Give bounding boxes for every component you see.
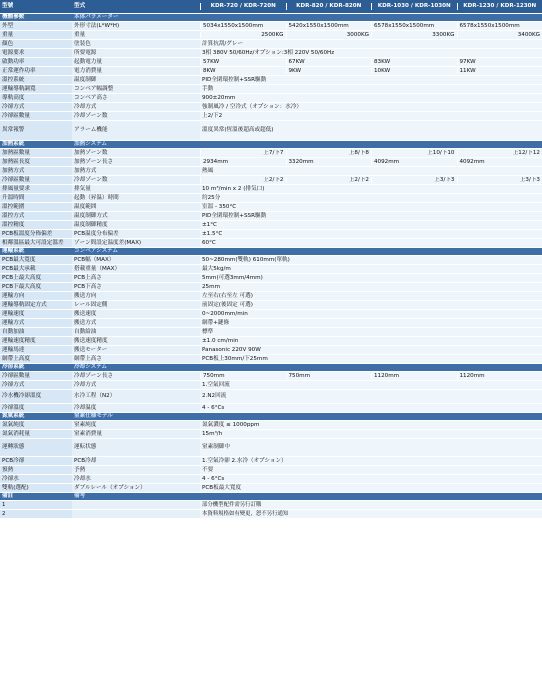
- spec-value: 50~280mm(雙軌) 610mm(單軌): [200, 256, 542, 264]
- spec-value: 3相 380V 50/60Hz/オプション:3相 220V 50/60Hz: [200, 49, 542, 57]
- spec-sublabel: 冷却ゾーン数: [72, 112, 200, 120]
- spec-value: 1120mm: [457, 373, 542, 379]
- spec-row: [0, 466, 542, 475]
- spec-row: [0, 212, 542, 221]
- spec-value: PID全閉環控制+SSR驅動: [200, 76, 542, 84]
- spec-sublabel: レール固定側: [72, 301, 200, 309]
- spec-value: 900±20mm: [200, 94, 542, 102]
- spec-value: 3300KG: [371, 32, 457, 38]
- section-subtitle: 備考: [74, 493, 86, 500]
- spec-sublabel: アラーム機能: [72, 121, 200, 140]
- spec-label: 冷水機冷卻溫度: [0, 390, 72, 403]
- spec-row: [0, 484, 542, 493]
- spec-value: 5420x1550x1500mm: [286, 23, 372, 29]
- spec-sublabel: PCB幅（MAX）: [72, 256, 200, 264]
- spec-sublabel: 窒素消費量: [72, 430, 200, 438]
- spec-row: [0, 421, 542, 430]
- spec-value: 6578x1550x1500mm: [457, 23, 542, 29]
- spec-value: 部分機型配件需另行訂購: [200, 501, 542, 509]
- spec-sublabel: 運転状態: [72, 439, 200, 456]
- spec-value: ±1.0 cm/min: [200, 337, 542, 345]
- section-subtitle: 窒素仕様モデル: [74, 413, 113, 420]
- spec-value: 83KW: [371, 59, 457, 65]
- spec-value: PCB板上30mm/下25mm: [200, 355, 542, 363]
- spec-value: 750mm: [286, 373, 372, 379]
- spec-value: ±1°C: [200, 221, 542, 229]
- spec-label: 冷卻區數量: [0, 112, 72, 120]
- spec-sublabel: 搭載重量（MAX）: [72, 265, 200, 273]
- spec-value: 上2/下2: [286, 177, 372, 183]
- spec-row: [0, 346, 542, 355]
- spec-sublabel: 搬送方式: [72, 319, 200, 327]
- spec-row: [0, 439, 542, 457]
- spec-sublabel: PCB冷却: [72, 457, 200, 465]
- spec-sublabel: 起動（昇温）時間: [72, 194, 200, 202]
- section-filler: [200, 141, 542, 148]
- section-title: 運輸系統: [2, 248, 25, 255]
- section-subtitle: 加熱システム: [74, 141, 108, 148]
- spec-value: 氮氣濃度 ≤ 1000ppm: [200, 421, 542, 429]
- spec-sublabel: 加熱方式: [72, 167, 200, 175]
- spec-row: [0, 103, 542, 112]
- spec-value: 4092mm: [457, 159, 542, 165]
- spec-sublabel: 起動電力量: [72, 58, 200, 66]
- spec-row: [0, 390, 542, 404]
- spec-value: PID全閉環控制+SSR驅動: [200, 212, 542, 220]
- spec-row: [0, 457, 542, 466]
- section-filler: [200, 364, 542, 371]
- spec-values: [200, 176, 542, 184]
- spec-row: [0, 230, 542, 239]
- spec-label: 氮氣純度: [0, 421, 72, 429]
- spec-sublabel: 外形寸法(L*W*H): [72, 22, 200, 30]
- spec-label: 冷卻方式: [0, 103, 72, 111]
- spec-sublabel: 冷却水: [72, 475, 200, 483]
- spec-label: 冷卻溫度: [0, 404, 72, 412]
- spec-sublabel: 窒素純度: [72, 421, 200, 429]
- spec-row: [0, 49, 542, 58]
- spec-values: [200, 58, 542, 66]
- spec-row: [0, 185, 542, 194]
- spec-row: [0, 328, 542, 337]
- model-header-sublabel: 型式: [74, 3, 86, 10]
- spec-value: 67KW: [286, 59, 372, 65]
- spec-row: [0, 274, 542, 283]
- spec-value: 上3/下3: [457, 177, 542, 183]
- spec-label: 相鄰溫區最大可設定溫差: [0, 239, 72, 247]
- spec-value: 前固定(後固定 可選): [200, 301, 542, 309]
- spec-sublabel: 冷却温度: [72, 404, 200, 412]
- spec-value: 97KW: [457, 59, 542, 65]
- spec-value: 上3/下3: [371, 177, 457, 183]
- spec-row: [0, 158, 542, 167]
- spec-sublabel: 加熱ゾーン長さ: [72, 158, 200, 166]
- spec-sublabel: 加熱ゾーン数: [72, 149, 200, 157]
- spec-label: 外型: [0, 22, 72, 30]
- spec-value: 上12/下12: [457, 150, 542, 156]
- spec-value: 3320mm: [286, 159, 372, 165]
- spec-value: 2500KG: [200, 32, 286, 38]
- spec-row: [0, 94, 542, 103]
- spec-label: 排風量要求: [0, 185, 72, 193]
- spec-label: 冷卻區數量: [0, 372, 72, 380]
- spec-value: 10KW: [371, 68, 457, 74]
- spec-rows: [0, 14, 542, 519]
- spec-row: [0, 256, 542, 265]
- spec-row: [0, 319, 542, 328]
- spec-row: [0, 194, 542, 203]
- spec-row: [0, 292, 542, 301]
- spec-label: 運輸速度: [0, 310, 72, 318]
- spec-value: 網帶+鏈條: [200, 319, 542, 327]
- spec-row: [0, 337, 542, 346]
- spec-sublabel: 網帶上高さ: [72, 355, 200, 363]
- spec-label: 溫控系統: [0, 76, 72, 84]
- spec-label: 預熱: [0, 466, 72, 474]
- spec-row: [0, 510, 542, 519]
- section-subtitle: コンベアシステム: [74, 248, 118, 255]
- spec-value: 750mm: [200, 373, 286, 379]
- spec-sublabel: PCB下高さ: [72, 283, 200, 291]
- spec-value: 上2/下2: [200, 177, 286, 183]
- spec-label: PCB上最大高度: [0, 274, 72, 282]
- spec-value: 不要: [200, 466, 542, 474]
- spec-sublabel: 温度制御方式: [72, 212, 200, 220]
- spec-sublabel: 温度制御精度: [72, 221, 200, 229]
- spec-row: [0, 265, 542, 274]
- spec-sublabel: 水冷工程（N2）: [72, 390, 200, 403]
- spec-value: 強制風冷 / 空冷式（オプション：水冷）: [200, 103, 542, 111]
- spec-row: [0, 301, 542, 310]
- spec-value: ±1.5°C: [200, 230, 542, 238]
- spec-value: 4 - 6°Cs: [200, 404, 542, 412]
- spec-value: 2.N2回流: [200, 390, 542, 403]
- spec-sublabel: 自動給油: [72, 328, 200, 336]
- spec-row: [0, 310, 542, 319]
- section-band: [0, 14, 542, 22]
- spec-values: [200, 31, 542, 39]
- spec-row: [0, 203, 542, 212]
- spec-label: 1: [0, 501, 72, 509]
- spec-row: [0, 22, 542, 31]
- section-band: [0, 248, 542, 256]
- spec-label: 溫控精度: [0, 221, 72, 229]
- spec-sublabel: [72, 501, 200, 509]
- spec-label: 2: [0, 510, 72, 518]
- spec-value: PCB板最大寬度: [200, 484, 542, 492]
- spec-value: 11KW: [457, 68, 542, 74]
- spec-value: 5034x1550x1500mm: [200, 23, 286, 29]
- spec-sublabel: 所要電源: [72, 49, 200, 57]
- spec-value: 上8/下8: [286, 150, 372, 156]
- spec-label: 升溫時間: [0, 194, 72, 202]
- section-title: 冷卻系統: [2, 364, 25, 371]
- spec-row: [0, 355, 542, 364]
- spec-sublabel: 塗装色: [72, 40, 200, 48]
- spec-label: 冷卻方式: [0, 381, 72, 389]
- spec-value: 約25分: [200, 194, 542, 202]
- spec-row: [0, 283, 542, 292]
- spec-label: 運輸方向: [0, 292, 72, 300]
- spec-value: Panasonic 220V 90W: [200, 346, 542, 354]
- spec-value: 標準: [200, 328, 542, 336]
- section-subtitle: 本体パラメーター: [74, 14, 119, 21]
- spec-value: 上7/下7: [200, 150, 286, 156]
- spec-sublabel: ダブルレール（オプション）: [72, 484, 200, 492]
- spec-sublabel: 予熱: [72, 466, 200, 474]
- spec-row: [0, 381, 542, 390]
- spec-label: PCB下最大高度: [0, 283, 72, 291]
- spec-label: 加熱方式: [0, 167, 72, 175]
- section-subtitle: 冷却システム: [74, 364, 108, 371]
- spec-row: [0, 58, 542, 67]
- spec-value: 9KW: [286, 68, 372, 74]
- section-band: [0, 141, 542, 149]
- section-band: [0, 413, 542, 421]
- spec-values: [200, 22, 542, 30]
- spec-sublabel: 排気量: [72, 185, 200, 193]
- model-names: [200, 0, 542, 13]
- spec-sublabel: 温度制御: [72, 76, 200, 84]
- spec-sublabel: PCB上高さ: [72, 274, 200, 282]
- spec-row: [0, 221, 542, 230]
- spec-value: 10 m³/min x 2 (排気口): [200, 185, 542, 193]
- spec-label: 重量: [0, 31, 72, 39]
- spec-values: [200, 149, 542, 157]
- spec-value: 6578x1550x1500mm: [371, 23, 457, 29]
- spec-sublabel: 電力消費量: [72, 67, 200, 75]
- section-band: [0, 364, 542, 372]
- section-title: 機體參數: [2, 14, 25, 21]
- section-title: 加熱系統: [2, 141, 25, 148]
- spec-label: 冷卻區數量: [0, 176, 72, 184]
- spec-row: [0, 112, 542, 121]
- spec-label: 電源要求: [0, 49, 72, 57]
- spec-label: PCB冷卻: [0, 457, 72, 465]
- spec-label: 異常報警: [0, 121, 72, 140]
- model-header-label: 型號: [2, 3, 14, 10]
- spec-value: 溫度異常(恆溫後超高或超低): [200, 121, 542, 140]
- spec-sublabel: 搬送方向: [72, 292, 200, 300]
- spec-label: 網帶上高度: [0, 355, 72, 363]
- spec-row: [0, 167, 542, 176]
- spec-label: PCB板溫度分佈偏差: [0, 230, 72, 238]
- model-name: KDR-1230 / KDR-1230N: [457, 3, 542, 9]
- spec-sublabel: 冷却方式: [72, 103, 200, 111]
- spec-sublabel: 搬送モーター: [72, 346, 200, 354]
- spec-value: 上10/下10: [371, 150, 457, 156]
- spec-value: 3400KG: [457, 32, 542, 38]
- spec-sublabel: 冷却方式: [72, 381, 200, 389]
- spec-value: 8KW: [200, 68, 286, 74]
- spec-sublabel: 搬送速度: [72, 310, 200, 318]
- spec-value: 2934mm: [200, 159, 286, 165]
- spec-value: 0~2000mm/min: [200, 310, 542, 318]
- spec-value: 窒素制御中: [200, 439, 542, 456]
- spec-label: 運輸方式: [0, 319, 72, 327]
- spec-values: [200, 158, 542, 166]
- spec-sublabel: 冷却ゾーン長さ: [72, 372, 200, 380]
- spec-sublabel: 搬送速度精度: [72, 337, 200, 345]
- spec-row: [0, 149, 542, 158]
- spec-label: 運輸速度精度: [0, 337, 72, 345]
- spec-row: [0, 85, 542, 94]
- spec-values: [200, 67, 542, 75]
- spec-label: 啟動功率: [0, 58, 72, 66]
- spec-label: 導軌高度: [0, 94, 72, 102]
- model-name: KDR-720 / KDR-720N: [200, 3, 286, 9]
- section-title: 氮氣系統: [2, 413, 25, 420]
- spec-row: [0, 67, 542, 76]
- spec-label: 溫控方式: [0, 212, 72, 220]
- spec-label: 冷卻水: [0, 475, 72, 483]
- spec-row: [0, 40, 542, 49]
- section-title: 備註: [2, 493, 14, 500]
- spec-value: 4092mm: [371, 159, 457, 165]
- model-name: KDR-1030 / KDR-1030N: [371, 3, 457, 9]
- spec-value: 熱風: [200, 167, 542, 175]
- spec-row: [0, 372, 542, 381]
- spec-sublabel: 温度範囲: [72, 203, 200, 211]
- spec-row: [0, 430, 542, 439]
- spec-row: [0, 121, 542, 141]
- spec-value: 1.空氣冷卻 2.水冷（オプション）: [200, 457, 542, 465]
- spec-sublabel: [72, 510, 200, 518]
- spec-label: 加熱區數量: [0, 149, 72, 157]
- spec-sublabel: PCB温度分布偏差: [72, 230, 200, 238]
- spec-value: 最大5kg/m: [200, 265, 542, 273]
- spec-value: 60°C: [200, 239, 542, 247]
- spec-label: 運輸馬達: [0, 346, 72, 354]
- spec-label: 正常運作功率: [0, 67, 72, 75]
- spec-row: [0, 239, 542, 248]
- spec-label: 運輸導軌調寬: [0, 85, 72, 93]
- model-name: KDR-820 / KDR-820N: [286, 3, 372, 9]
- spec-value: 計算抗刮/グレー: [200, 40, 542, 48]
- section-band: [0, 493, 542, 501]
- section-filler: [200, 14, 542, 21]
- spec-label: PCB最大寬度: [0, 256, 72, 264]
- spec-label: 雙軌(選配): [0, 484, 72, 492]
- spec-value: 1.空氣回流: [200, 381, 542, 389]
- spec-values: [200, 372, 542, 380]
- spec-value: 4 - 6°Cs: [200, 475, 542, 483]
- spec-label: 顏色: [0, 40, 72, 48]
- section-filler: [200, 493, 542, 500]
- spec-row: [0, 475, 542, 484]
- model-header-row: [0, 0, 542, 14]
- section-filler: [200, 413, 542, 420]
- spec-value: 3000KG: [286, 32, 372, 38]
- spec-value: 室溫 - 350°C: [200, 203, 542, 211]
- spec-row: [0, 31, 542, 40]
- spec-label: 自動加油: [0, 328, 72, 336]
- spec-label: PCB最大承載: [0, 265, 72, 273]
- spec-sublabel: 重量: [72, 31, 200, 39]
- spec-value: 5mm(可選3mm/4mm): [200, 274, 542, 282]
- spec-sublabel: ゾーン間設定温度差(MAX): [72, 239, 200, 247]
- spec-label: 加熱區長度: [0, 158, 72, 166]
- spec-row: [0, 501, 542, 510]
- spec-label: 溫控範圍: [0, 203, 72, 211]
- spec-value: 1120mm: [371, 373, 457, 379]
- spec-value: 本資料規格如有變更，恕不另行通知: [200, 510, 542, 518]
- spec-sublabel: コンベア幅調整: [72, 85, 200, 93]
- spec-value: 上2/下2: [200, 112, 542, 120]
- spec-row: [0, 404, 542, 413]
- spec-label: 運輸導軌固定方式: [0, 301, 72, 309]
- spec-value: 手動: [200, 85, 542, 93]
- spec-row: [0, 76, 542, 85]
- spec-value: 25mm: [200, 283, 542, 291]
- spec-value: 57KW: [200, 59, 286, 65]
- spec-sublabel: 冷却ゾーン数: [72, 176, 200, 184]
- spec-label: 運轉狀態: [0, 439, 72, 456]
- section-filler: [200, 248, 542, 255]
- spec-label: 氮氣消耗量: [0, 430, 72, 438]
- spec-value: 左至右(右至左 可選): [200, 292, 542, 300]
- spec-sublabel: コンベア高さ: [72, 94, 200, 102]
- spec-row: [0, 176, 542, 185]
- spec-value: 15m³/h: [200, 430, 542, 438]
